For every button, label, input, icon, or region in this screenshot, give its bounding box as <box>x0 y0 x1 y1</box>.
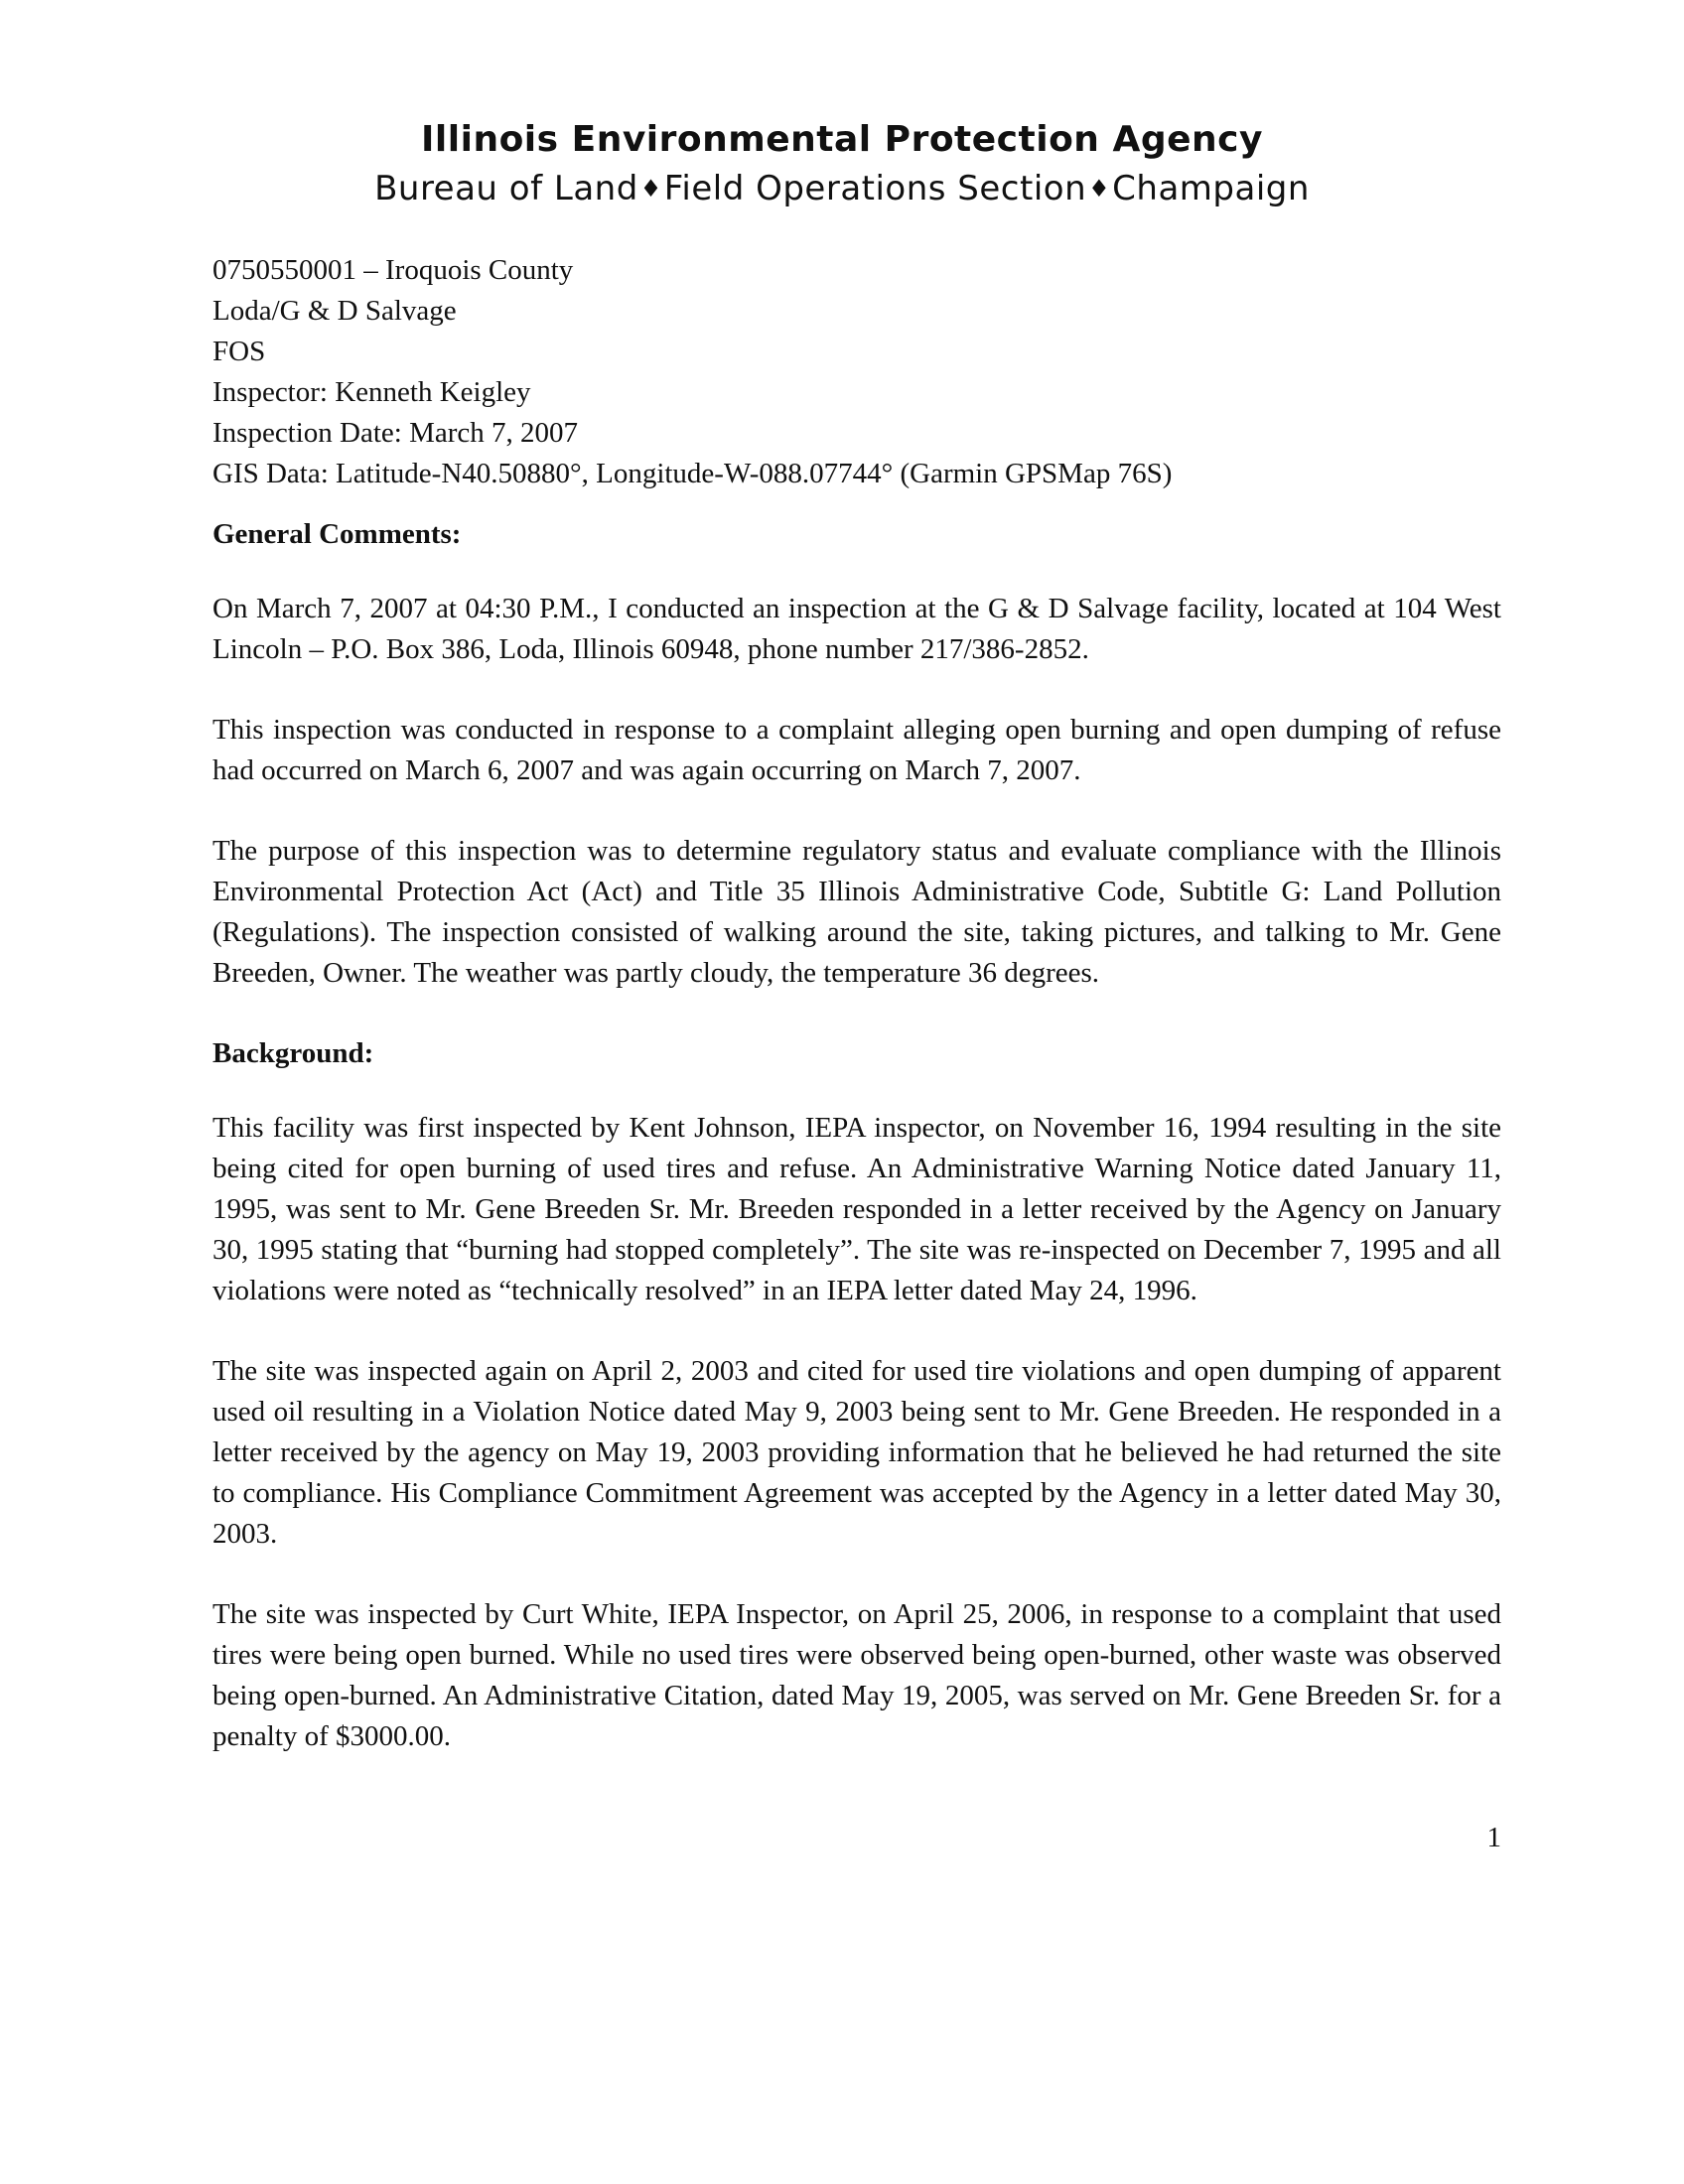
background-heading: Background: <box>212 1037 374 1069</box>
inspector-line: Inspector: Kenneth Keigley <box>212 376 531 408</box>
diamond-separator-icon: ♦ <box>639 175 662 203</box>
diamond-separator-icon: ♦ <box>1088 175 1111 203</box>
general-comments-paragraph: On March 7, 2007 at 04:30 P.M., I conducted an inspection at the G & D Salvage facility, located at 104 West Lincoln – P.O. Box 386, Loda, Illinois 60948, phone number 217/386-2852. <box>212 593 1501 665</box>
letterhead <box>0 117 1684 210</box>
general-comments-paragraph: The purpose of this inspection was to determine regulatory status and evaluate compliance with the Illinois Environmental Protection Act (Act) and Title 35 Illinois Administrative Code, Subtitle G: Land Pollution (Regulations). The inspection consisted of walking around the site, taking pictures, and talking to Mr. Gene Breeden, Owner. The weather was partly cloudy, the temperature 36 degrees. <box>212 835 1501 989</box>
section-name: Field Operations Section <box>663 169 1087 208</box>
general-comments-paragraph: This inspection was conducted in response to a complaint alleging open burning and open dumping of refuse had occurred on March 6, 2007 and was again occurring on March 7, 2007. <box>212 714 1501 786</box>
site-info-block <box>212 250 1501 494</box>
inspection-date-line: Inspection Date: March 7, 2007 <box>212 417 579 449</box>
gis-data-line: GIS Data: Latitude-N40.50880°, Longitude-W-088.07744° (Garmin GPSMap 76S) <box>212 458 1173 489</box>
office-name: Champaign <box>1112 169 1310 208</box>
background-paragraph: The site was inspected by Curt White, IEPA Inspector, on April 25, 2006, in response to a complaint that used tires were being open burned. While no used tires were observed being open-burned, other waste was observed being open-burned. An Administrative Citation, dated May 19, 2005, was served on Mr. Gene Breeden Sr. for a penalty of $3000.00. <box>212 1598 1501 1752</box>
site-name: Loda/G & D Salvage <box>212 295 457 327</box>
site-id-line: 0750550001 – Iroquois County <box>212 254 574 286</box>
program-code: FOS <box>212 336 266 367</box>
document-body <box>212 250 1501 1757</box>
agency-title: Illinois Environmental Protection Agency <box>421 119 1263 160</box>
general-comments-heading: General Comments: <box>212 518 462 550</box>
agency-subtitle <box>0 167 1684 210</box>
background-paragraph: The site was inspected again on April 2, 2003 and cited for used tire violations and open dumping of apparent used oil resulting in a Violation Notice dated May 9, 2003 being sent to Mr. Gene Breeden. He responded in a letter received by the agency on May 19, 2003 providing information that he believed he had returned the site to compliance. His Compliance Commitment Agreement was accepted by the Agency in a letter dated May 30, 2003. <box>212 1355 1501 1550</box>
bureau-name: Bureau of Land <box>374 169 638 208</box>
background-paragraph: This facility was first inspected by Kent Johnson, IEPA inspector, on November 16, 1994 resulting in the site being cited for open burning of used tires and refuse. An Administrative Warning Notice dated January 11, 1995, was sent to Mr. Gene Breeden Sr. Mr. Breeden responded in a letter received by the Agency on January 30, 1995 stating that “burning had stopped completely”. The site was re-inspected on December 7, 1995 and all violations were noted as “technically resolved” in an IEPA letter dated May 24, 1996. <box>212 1112 1501 1306</box>
page-number: 1 <box>1486 1822 1501 1853</box>
